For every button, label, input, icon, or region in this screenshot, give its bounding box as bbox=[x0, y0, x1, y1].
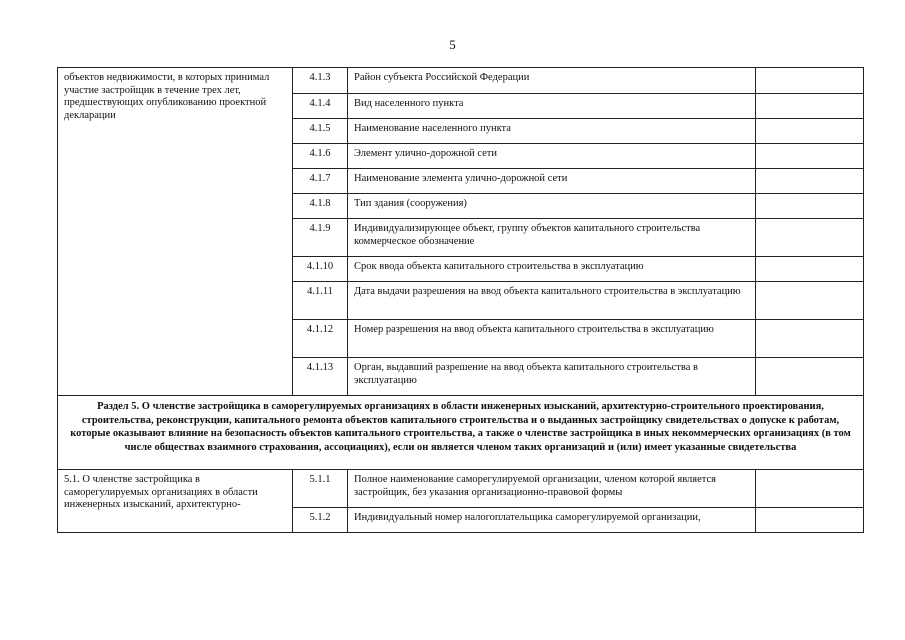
row-number: 4.1.6 bbox=[293, 144, 348, 169]
value-cell bbox=[756, 144, 864, 169]
declaration-table bbox=[57, 67, 864, 533]
value-cell bbox=[756, 470, 864, 508]
section-heading: Раздел 5. О членстве застройщика в саморегулируемых организациях в области инженерных изысканий, архитектурно-строительного проектирования, строительства, реконструкции, капитального ремонта объектов капитального строительства и о выданных застройщику свидетельствах о допуске к работам, которые оказывают влияние на безопасность объектов капитального строительства, а также о членстве застройщика в иных некоммерческих организациях (в том числе обществах взаимного страхования, ассоциациях), если он является членом таких организаций и (или) имеет указанные свидетельства bbox=[58, 396, 864, 470]
row-description: Вид населенного пункта bbox=[348, 94, 756, 119]
row-number: 4.1.4 bbox=[293, 94, 348, 119]
row-description: Элемент улично-дорожной сети bbox=[348, 144, 756, 169]
value-cell bbox=[756, 358, 864, 396]
row-description: Дата выдачи разрешения на ввод объекта капитального строительства в эксплуатацию bbox=[348, 282, 756, 320]
row-description: Срок ввода объекта капитального строительства в эксплуатацию bbox=[348, 257, 756, 282]
row-description: Район субъекта Российской Федерации bbox=[348, 68, 756, 94]
value-cell bbox=[756, 68, 864, 94]
value-cell bbox=[756, 119, 864, 144]
value-cell bbox=[756, 257, 864, 282]
row-description: Индивидуальный номер налогоплательщика саморегулируемой организации, bbox=[348, 508, 756, 533]
row-description: Наименование населенного пункта bbox=[348, 119, 756, 144]
group-label-cell bbox=[58, 68, 293, 396]
row-number: 4.1.11 bbox=[293, 282, 348, 320]
row-description: Номер разрешения на ввод объекта капитального строительства в эксплуатацию bbox=[348, 320, 756, 358]
page-number: 5 bbox=[449, 37, 456, 52]
value-cell bbox=[756, 94, 864, 119]
row-number: 4.1.12 bbox=[293, 320, 348, 358]
group-label: 5.1. О членстве застройщика в саморегулируемых организациях в области инженерных изысканий, архитектурно- bbox=[64, 474, 258, 510]
value-cell bbox=[756, 320, 864, 358]
row-number: 4.1.9 bbox=[293, 219, 348, 257]
value-cell bbox=[756, 282, 864, 320]
section-heading-row bbox=[58, 396, 864, 470]
value-cell bbox=[756, 169, 864, 194]
row-description: Наименование элемента улично-дорожной сети bbox=[348, 169, 756, 194]
row-number: 4.1.8 bbox=[293, 194, 348, 219]
row-description: Полное наименование саморегулируемой организации, членом которой является застройщик, без указания организационно-правовой формы bbox=[348, 470, 756, 508]
row-description: Орган, выдавший разрешение на ввод объекта капитального строительства в эксплуатацию bbox=[348, 358, 756, 396]
row-number: 4.1.3 bbox=[293, 68, 348, 94]
group-label: объектов недвижимости, в которых принимал участие застройщик в течение трех лет, предшествующих опубликованию проектной декларации bbox=[64, 72, 270, 121]
value-cell bbox=[756, 508, 864, 533]
row-number: 5.1.2 bbox=[293, 508, 348, 533]
table-row bbox=[58, 68, 864, 94]
row-number: 4.1.10 bbox=[293, 257, 348, 282]
row-description: Тип здания (сооружения) bbox=[348, 194, 756, 219]
table-row bbox=[58, 470, 864, 508]
row-number: 5.1.1 bbox=[293, 470, 348, 508]
row-number: 4.1.13 bbox=[293, 358, 348, 396]
group-label-cell bbox=[58, 470, 293, 533]
row-number: 4.1.7 bbox=[293, 169, 348, 194]
row-description: Индивидуализирующее объект, группу объектов капитального строительства коммерческое обозначение bbox=[348, 219, 756, 257]
row-number: 4.1.5 bbox=[293, 119, 348, 144]
value-cell bbox=[756, 194, 864, 219]
value-cell bbox=[756, 219, 864, 257]
